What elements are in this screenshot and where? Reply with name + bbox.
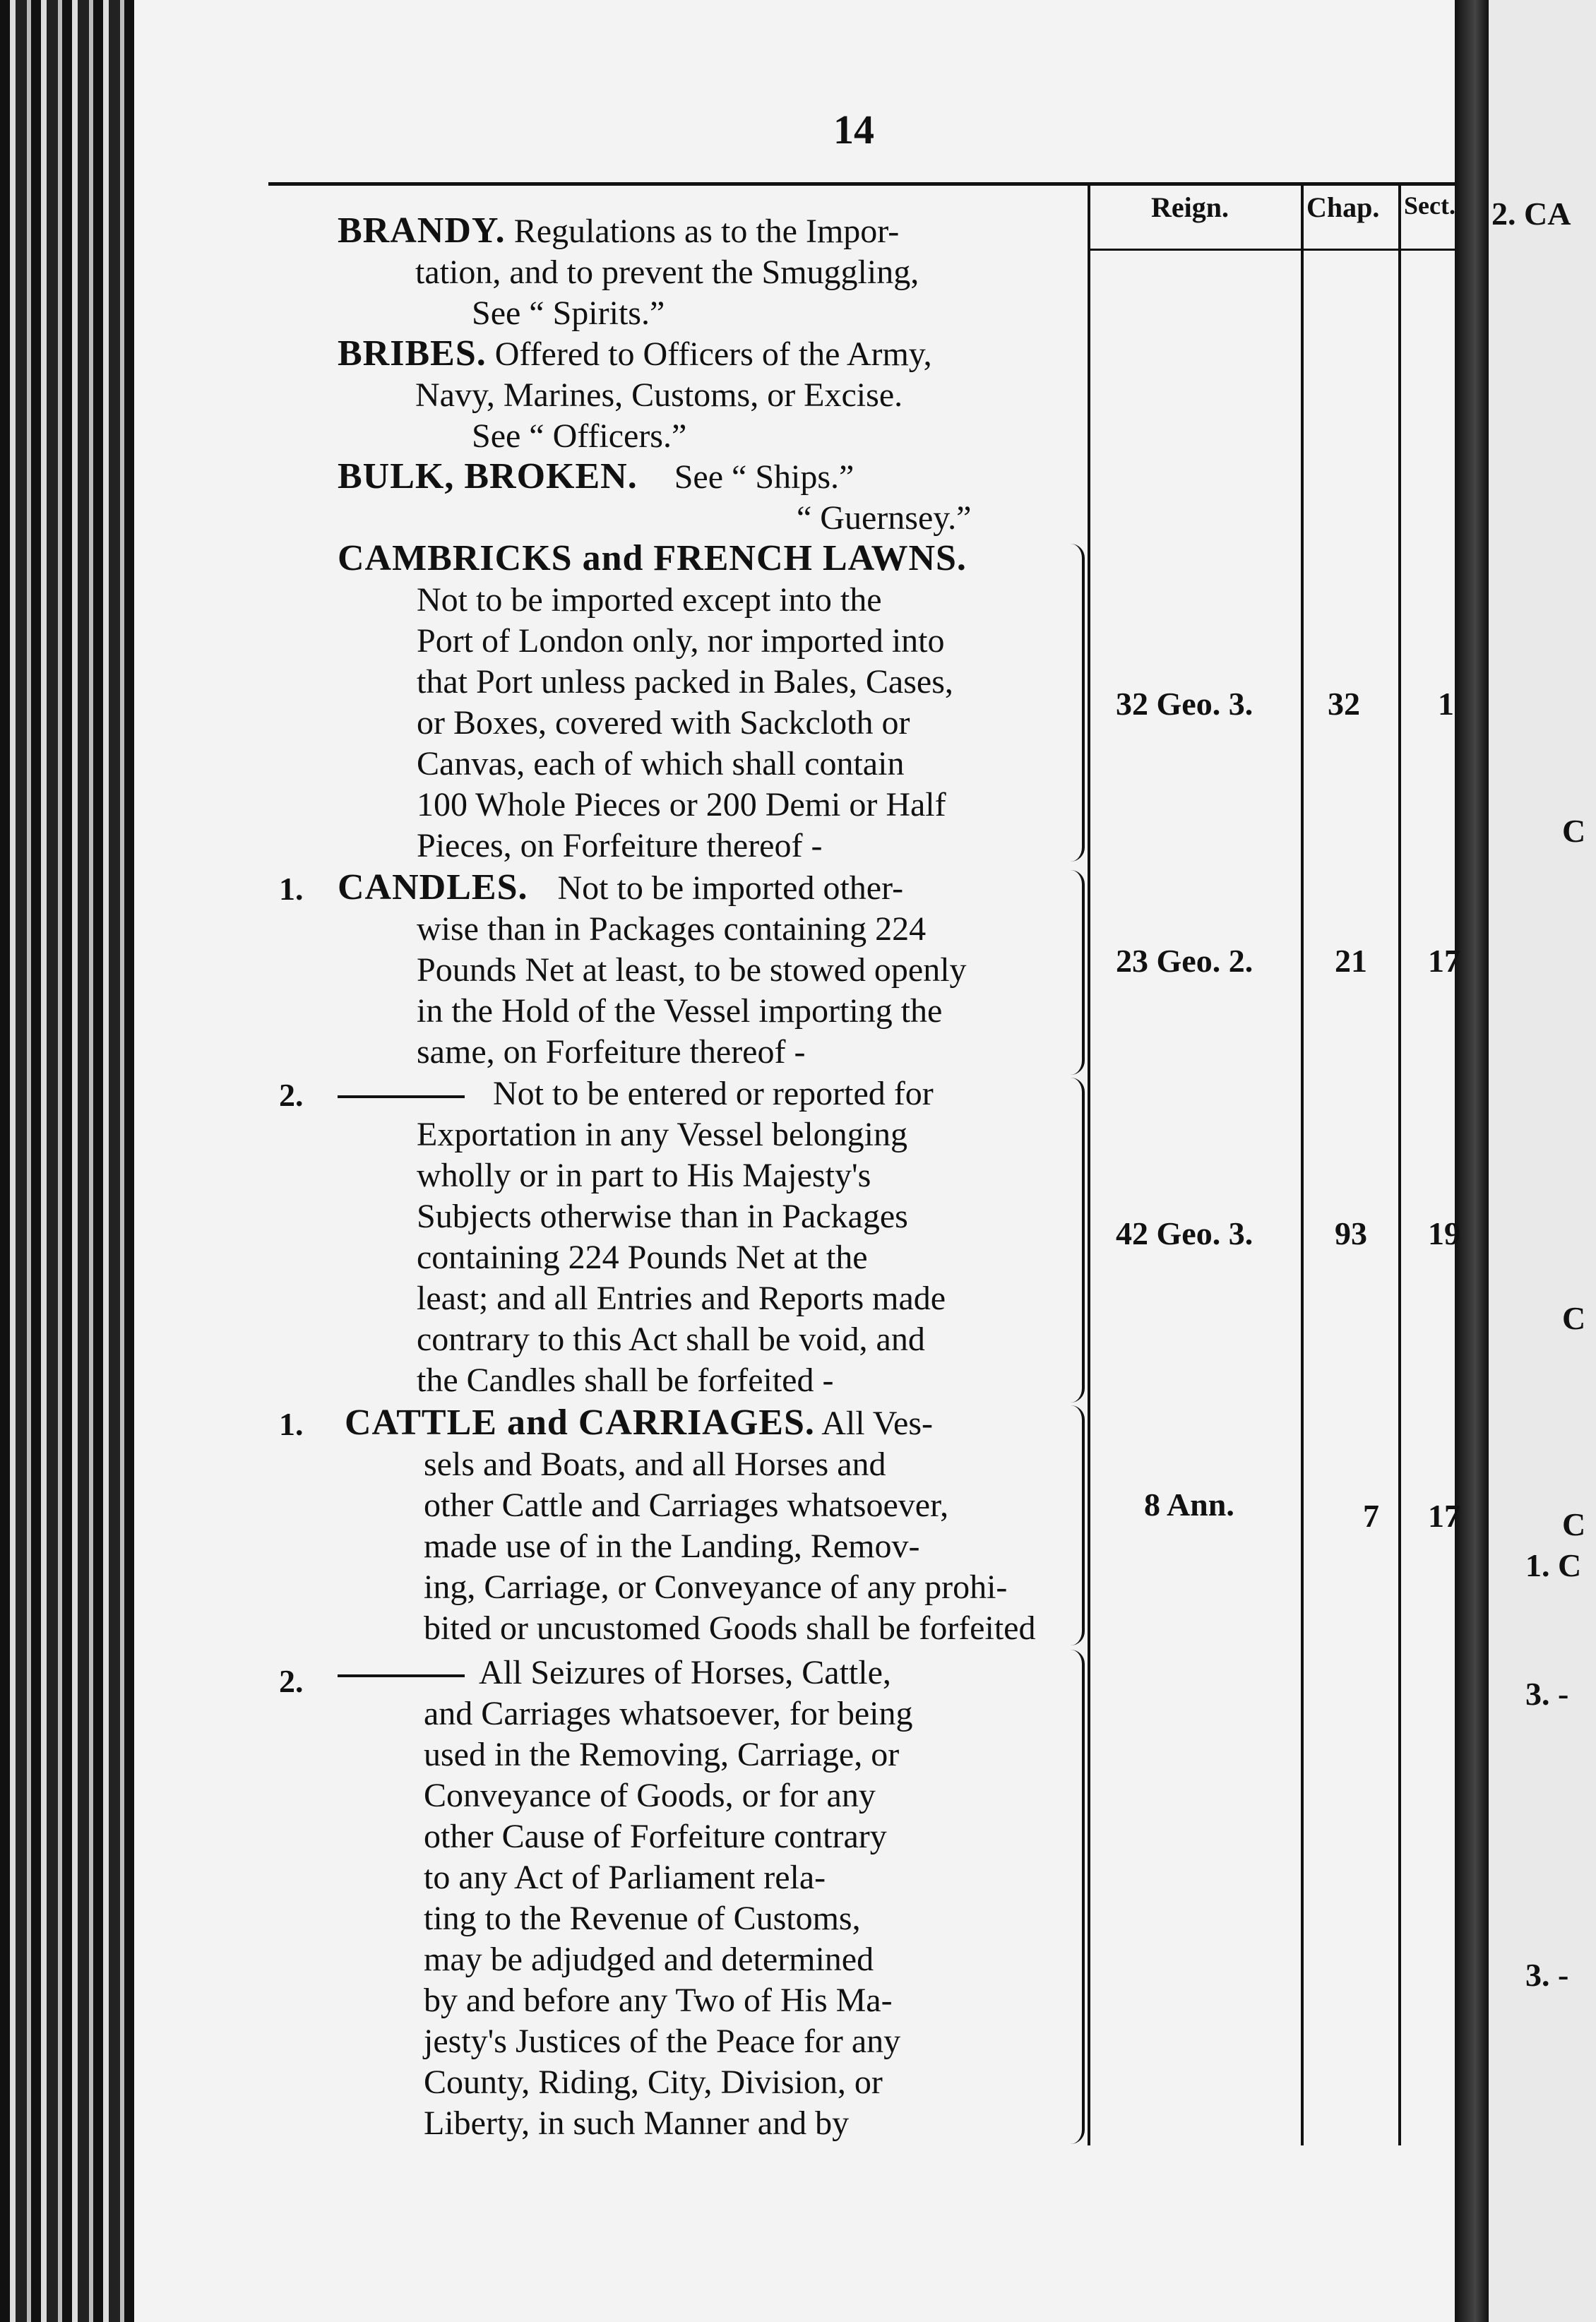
entry-cattle-2: [338, 1653, 912, 2144]
entry-line: Pounds Net at least, to be stowed openly: [417, 951, 967, 989]
entry-number: 1.: [279, 871, 304, 907]
entry-line: See “ Spirits.”: [472, 294, 665, 332]
entry-line: made use of in the Landing, Remov-: [424, 1528, 920, 1565]
entry-candles-2: [338, 1073, 946, 1401]
entry-keyword: CAMBRICKS and FRENCH LAWNS.: [338, 538, 967, 578]
header-reign: Reign.: [1151, 191, 1229, 223]
entry-line: Navy, Marines, Customs, or Excise.: [415, 376, 903, 414]
entry-line: Conveyance of Goods, or for any: [424, 1777, 876, 1814]
entry-bribes: [338, 333, 932, 457]
entry-candles-1: [338, 867, 967, 1073]
left-page-edge: [0, 0, 141, 2322]
entry-line: All Ves-: [821, 1405, 934, 1442]
header-underline: [1088, 249, 1455, 251]
entry-bulk-broken: [338, 456, 971, 539]
facing-page-fragment: C: [1562, 813, 1586, 849]
chap-cambricks: 32: [1328, 686, 1360, 722]
entry-line: Not to be imported other-: [557, 869, 904, 907]
header-sect: Sect.: [1404, 191, 1455, 220]
entry-line: same, on Forfeiture thereof -: [417, 1033, 806, 1071]
sect-candles-1: 17: [1428, 943, 1460, 979]
header-chap: Chap.: [1306, 191, 1380, 223]
entry-line: least; and all Entries and Reports made: [417, 1280, 946, 1317]
facing-page-fragment: 3. -: [1525, 1676, 1569, 1712]
entry-line: See “ Officers.”: [472, 417, 687, 455]
entry-line: County, Riding, City, Division, or: [424, 2064, 883, 2101]
entry-line: All Seizures of Horses, Cattle,: [479, 1654, 891, 1691]
ditto-dash: [338, 1674, 465, 1677]
entry-line: jesty's Justices of the Peace for any: [424, 2023, 901, 2060]
facing-page-fragment: 2. CA: [1491, 196, 1571, 232]
ditto-dash: [338, 1095, 465, 1098]
entry-line: Not to be imported except into the: [417, 581, 882, 619]
entry-cattle-1: [345, 1403, 1035, 1649]
entry-line: and Carriages whatsoever, for being: [424, 1695, 913, 1732]
reign-candles-1: 23 Geo. 2.: [1116, 943, 1253, 979]
entry-line: wise than in Packages containing 224: [417, 910, 927, 948]
page-number: 14: [833, 107, 874, 153]
facing-page-fragment: C: [1562, 1300, 1586, 1336]
entry-number: 1.: [279, 1406, 304, 1442]
entry-line: Port of London only, nor imported into: [417, 622, 945, 660]
entry-line: Liberty, in such Manner and by: [424, 2104, 850, 2142]
entry-line: 100 Whole Pieces or 200 Demi or Half: [417, 786, 946, 823]
entry-line: Exportation in any Vessel belonging: [417, 1116, 908, 1153]
entry-line: in the Hold of the Vessel importing the: [417, 992, 943, 1030]
entry-line: or Boxes, covered with Sackcloth or: [417, 704, 910, 742]
entry-line: other Cause of Forfeiture contrary: [424, 1818, 887, 1855]
entry-line: “ Guernsey.”: [797, 499, 972, 537]
entry-keyword: BRIBES.: [338, 333, 487, 374]
entry-line: bited or uncustomed Goods shall be forfeited: [424, 1609, 1036, 1647]
facing-page-fragment: 1. C: [1525, 1547, 1582, 1583]
entry-line: that Port unless packed in Bales, Cases,: [417, 663, 953, 701]
reign-cambricks: 32 Geo. 3.: [1116, 686, 1253, 722]
facing-page-fragment: 3. -: [1525, 1957, 1569, 1993]
entry-line: containing 224 Pounds Net at the: [417, 1239, 868, 1276]
entry-line: sels and Boats, and all Horses and: [424, 1446, 886, 1483]
entry-brandy: [338, 210, 919, 334]
chap-candles-1: 21: [1335, 943, 1367, 979]
sect-cambricks: 1: [1438, 686, 1454, 722]
sect-cattle-1: 17: [1428, 1498, 1460, 1534]
book-spine: [1455, 0, 1489, 2322]
column-rule-left: [1088, 182, 1090, 2145]
entry-keyword: CATTLE and CARRIAGES.: [345, 1403, 815, 1443]
entry-keyword: BULK, BROKEN.: [338, 456, 638, 496]
header-rule: [268, 182, 1455, 186]
chap-candles-2: 93: [1335, 1215, 1367, 1251]
entry-cambricks: [338, 538, 967, 867]
entry-line: to any Act of Parliament rela-: [424, 1859, 826, 1896]
entry-line: Pieces, on Forfeiture thereof -: [417, 827, 823, 864]
entry-line: See “ Ships.”: [674, 458, 854, 496]
entry-line: other Cattle and Carriages whatsoever,: [424, 1487, 949, 1524]
column-rule-reign: [1301, 182, 1304, 2145]
entry-line: used in the Removing, Carriage, or: [424, 1736, 900, 1773]
facing-page-fragment: C: [1562, 1506, 1586, 1542]
brace-cattle-1: [1066, 1405, 1085, 1645]
sect-candles-2: 19: [1428, 1215, 1460, 1251]
entry-line: Canvas, each of which shall contain: [417, 745, 905, 782]
entry-line: Not to be entered or reported for: [493, 1075, 934, 1112]
entry-line: the Candles shall be forfeited -: [417, 1362, 834, 1399]
column-rule-chap: [1398, 182, 1401, 2145]
entry-line: tation, and to prevent the Smuggling,: [415, 254, 919, 291]
entry-line: Offered to Officers of the Army,: [494, 335, 932, 373]
reign-candles-2: 42 Geo. 3.: [1116, 1215, 1253, 1251]
entry-line: ing, Carriage, or Conveyance of any prohi-: [424, 1568, 1008, 1606]
entry-line: ting to the Revenue of Customs,: [424, 1900, 861, 1937]
entry-line: Subjects otherwise than in Packages: [417, 1198, 908, 1235]
entry-keyword: CANDLES.: [338, 867, 528, 907]
reign-cattle-1: 8 Ann.: [1144, 1487, 1234, 1523]
brace-candles-1: [1066, 870, 1085, 1075]
brace-candles-2: [1066, 1078, 1085, 1403]
brace-cattle-2: [1066, 1650, 1085, 2144]
entry-number: 2.: [279, 1663, 304, 1699]
entry-line: may be adjudged and determined: [424, 1941, 874, 1978]
entry-line: by and before any Two of His Ma-: [424, 1982, 893, 2019]
chap-cattle-1: 7: [1363, 1498, 1379, 1534]
entry-keyword: BRANDY.: [338, 210, 506, 251]
brace-cambricks: [1066, 544, 1085, 862]
entry-line: Regulations as to the Impor-: [513, 213, 900, 250]
entry-number: 2.: [279, 1077, 304, 1113]
entry-line: contrary to this Act shall be void, and: [417, 1321, 925, 1358]
entry-line: wholly or in part to His Majesty's: [417, 1157, 871, 1194]
